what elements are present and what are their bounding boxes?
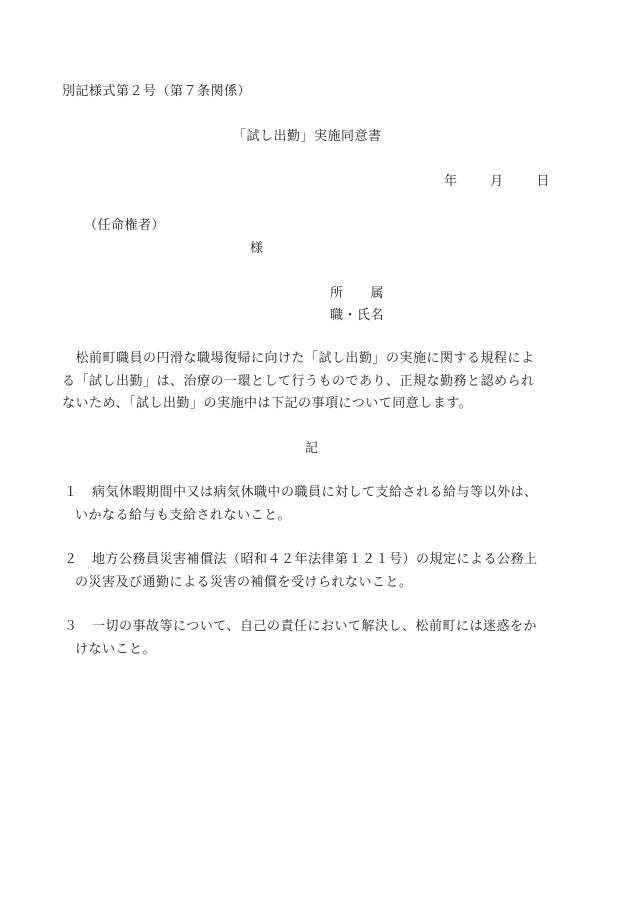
form-number: 別記様式第２号（第７条関係） (62, 84, 252, 99)
honorific-label: 様 (250, 241, 264, 256)
date-year-label: 年 (444, 174, 458, 189)
memo-heading: 記 (305, 441, 319, 456)
date-month-label: 月 (490, 174, 504, 189)
item-text-line: いかなる給与も支給されないこと。 (75, 507, 292, 523)
item-number: ３ (64, 619, 78, 634)
appointer-label: （任命権者） (84, 218, 166, 233)
document-title: 「試し出勤」実施同意書 (233, 129, 382, 144)
name-label: 職・氏名 (330, 308, 385, 323)
item-text-line: の災害及び通勤による災害の補償を受けられないこと。 (75, 574, 413, 590)
consent-item (62, 549, 592, 594)
body-line: ないため、「試し出勤」の実施中は下記の事項について同意します。 (62, 396, 473, 411)
item-text-line: 地方公務員災害補償法（昭和４２年法律第１２１号）の規定による公務上 (92, 552, 538, 567)
item-number: １ (64, 485, 78, 500)
item-text-line: 病気休暇期間中又は病気休職中の職員に対して支給される給与等以外は、 (92, 485, 538, 500)
body-line: る「試し出勤」は、治療の一環として行うものであり、正規な勤務と認められ (62, 373, 535, 389)
consent-item (62, 482, 592, 527)
body-line: 松前町職員の円滑な職場復帰に向けた「試し出勤」の実施に関する規程によ (62, 351, 535, 366)
affiliation-label: 所 属 (330, 286, 385, 301)
consent-items-list (62, 482, 592, 683)
item-text-line: けないこと。 (75, 641, 157, 657)
consent-item (62, 616, 592, 661)
consent-body (62, 348, 582, 416)
date-row (444, 170, 550, 189)
date-day-label: 日 (536, 174, 550, 189)
item-text-line: 一切の事故等について、自己の責任において解決し、松前町には迷惑をか (92, 619, 537, 634)
item-number: ２ (64, 552, 78, 567)
